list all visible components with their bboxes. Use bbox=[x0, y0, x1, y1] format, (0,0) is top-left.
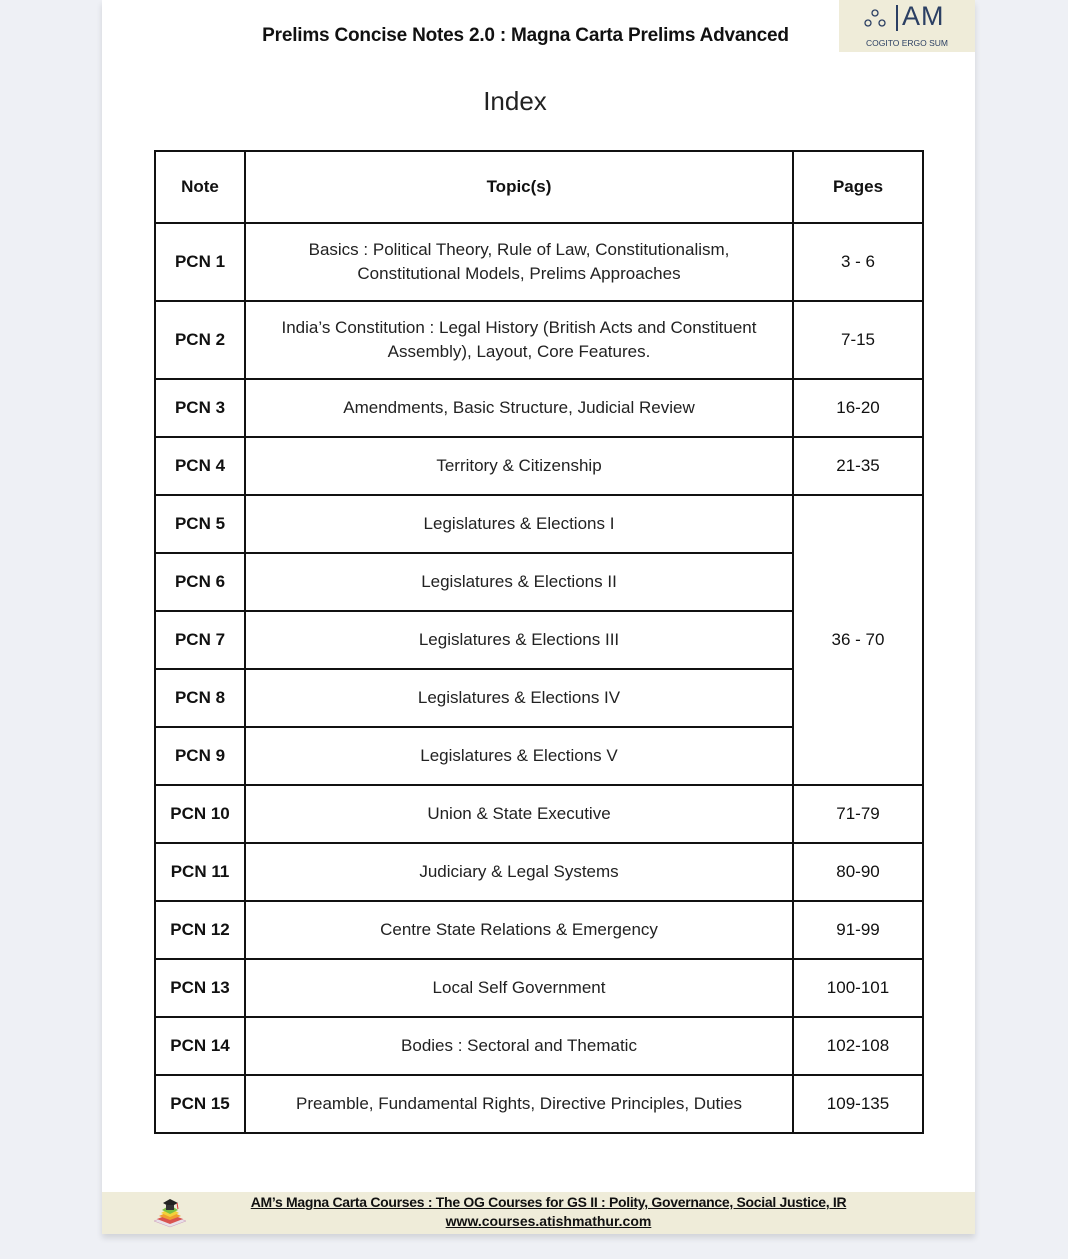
topic-cell bbox=[245, 437, 793, 495]
table-row bbox=[155, 843, 923, 901]
logo-mark: AM bbox=[902, 1, 945, 31]
topic-text: Union & State Executive bbox=[427, 804, 611, 823]
topic-cell bbox=[245, 301, 793, 379]
table-row bbox=[155, 785, 923, 843]
note-cell: PCN 15 bbox=[155, 1075, 245, 1133]
note-cell: PCN 3 bbox=[155, 379, 245, 437]
table-header-row bbox=[155, 151, 923, 223]
footer-website-link[interactable]: www.courses.atishmathur.com bbox=[445, 1213, 652, 1229]
note-cell: PCN 13 bbox=[155, 959, 245, 1017]
topic-cell bbox=[245, 1017, 793, 1075]
document-page bbox=[102, 0, 975, 1234]
topic-cell bbox=[245, 843, 793, 901]
pages-cell: 91-99 bbox=[793, 901, 923, 959]
topic-text: Bodies : Sectoral and Thematic bbox=[401, 1036, 637, 1055]
topic-text: Judiciary & Legal Systems bbox=[419, 862, 619, 881]
logo-motto: COGITO ERGO SUM bbox=[865, 38, 949, 48]
note-cell: PCN 8 bbox=[155, 669, 245, 727]
am-logo bbox=[839, 0, 975, 52]
note-cell: PCN 5 bbox=[155, 495, 245, 553]
topic-text: Legislatures & Elections IV bbox=[417, 688, 621, 707]
topic-cell bbox=[245, 1075, 793, 1133]
note-cell: PCN 14 bbox=[155, 1017, 245, 1075]
topic-text: Legislatures & Elections II bbox=[421, 572, 617, 591]
three-dots-logo-icon bbox=[863, 8, 887, 28]
note-cell: PCN 1 bbox=[155, 223, 245, 301]
topic-text: India’s Constitution : Legal History (British Acts and Constituent Assembly), Layout, Core Features. bbox=[281, 318, 757, 361]
logo-divider bbox=[896, 5, 898, 31]
document-header-title: Prelims Concise Notes 2.0 : Magna Carta Prelims Advanced bbox=[262, 25, 789, 46]
topic-text: Preamble, Fundamental Rights, Directive Principles, Duties bbox=[296, 1094, 742, 1113]
table-row bbox=[155, 495, 923, 553]
table-row bbox=[155, 1075, 923, 1133]
footer-course-link[interactable]: AM’s Magna Carta Courses : The OG Courses for GS II : Polity, Governance, Social Justice, IR bbox=[250, 1194, 847, 1210]
pages-cell: 16-20 bbox=[793, 379, 923, 437]
index-table bbox=[154, 150, 924, 1134]
topic-text: Amendments, Basic Structure, Judicial Review bbox=[343, 398, 695, 417]
topic-text: Territory & Citizenship bbox=[436, 456, 602, 475]
topic-text: Basics : Political Theory, Rule of Law, Constitutionalism, Constitutional Models, Prelims Approaches bbox=[308, 240, 730, 283]
column-header-topics: Topic(s) bbox=[245, 151, 793, 223]
topic-text: Legislatures & Elections III bbox=[418, 630, 620, 649]
topic-text: Legislatures & Elections I bbox=[423, 514, 615, 533]
topic-cell bbox=[245, 901, 793, 959]
note-cell: PCN 6 bbox=[155, 553, 245, 611]
table-row bbox=[155, 901, 923, 959]
note-cell: PCN 12 bbox=[155, 901, 245, 959]
topic-text: Centre State Relations & Emergency bbox=[380, 920, 658, 939]
column-header-note: Note bbox=[155, 151, 245, 223]
topic-cell bbox=[245, 785, 793, 843]
note-cell: PCN 10 bbox=[155, 785, 245, 843]
pages-cell: 80-90 bbox=[793, 843, 923, 901]
pages-cell: 71-79 bbox=[793, 785, 923, 843]
topic-text: Local Self Government bbox=[432, 978, 606, 997]
table-row bbox=[155, 959, 923, 1017]
topic-cell bbox=[245, 959, 793, 1017]
note-cell: PCN 11 bbox=[155, 843, 245, 901]
table-row bbox=[155, 1017, 923, 1075]
table-row bbox=[155, 379, 923, 437]
topic-cell bbox=[245, 379, 793, 437]
topic-cell bbox=[245, 669, 793, 727]
note-cell: PCN 9 bbox=[155, 727, 245, 785]
pages-cell: 7-15 bbox=[793, 301, 923, 379]
table-row bbox=[155, 301, 923, 379]
note-cell: PCN 2 bbox=[155, 301, 245, 379]
pages-cell: 102-108 bbox=[793, 1017, 923, 1075]
topic-cell bbox=[245, 727, 793, 785]
topic-cell bbox=[245, 553, 793, 611]
table-row bbox=[155, 437, 923, 495]
column-header-pages: Pages bbox=[793, 151, 923, 223]
topic-cell bbox=[245, 223, 793, 301]
pages-cell: 100-101 bbox=[793, 959, 923, 1017]
pages-cell: 3 - 6 bbox=[793, 223, 923, 301]
note-cell: PCN 7 bbox=[155, 611, 245, 669]
note-cell: PCN 4 bbox=[155, 437, 245, 495]
index-heading: Index bbox=[483, 86, 547, 116]
topic-cell bbox=[245, 495, 793, 553]
pages-cell: 21-35 bbox=[793, 437, 923, 495]
pages-cell: 36 - 70 bbox=[793, 495, 923, 785]
table-row bbox=[155, 223, 923, 301]
pages-cell: 109-135 bbox=[793, 1075, 923, 1133]
topic-cell bbox=[245, 611, 793, 669]
topic-text: Legislatures & Elections V bbox=[420, 746, 618, 765]
footer-banner bbox=[102, 1192, 975, 1234]
